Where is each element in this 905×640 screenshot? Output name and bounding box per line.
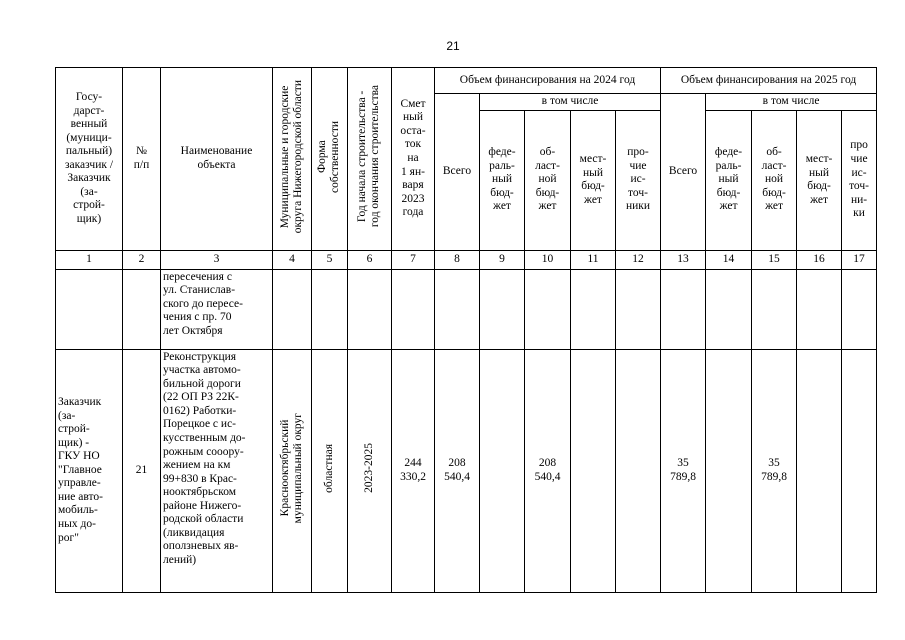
cell-other-2025 [842, 349, 877, 592]
table-row-21 [56, 349, 877, 592]
cell-total-2025: 35 789,8 [661, 349, 706, 592]
cell-empty [312, 269, 348, 349]
col-num-7: 7 [392, 250, 435, 269]
header-regional-2025: об- ласт- ной бюд- жет [752, 110, 797, 250]
header-federal-2024: феде- раль- ный бюд- жет [480, 110, 525, 250]
header-regional-2024: об- ласт- ной бюд- жет [525, 110, 571, 250]
cell-empty [348, 269, 392, 349]
cell-years: 2023-2025 [348, 349, 392, 592]
cell-empty [273, 269, 312, 349]
table-row-continuation [56, 269, 877, 349]
header-total-2024: Всего [435, 94, 480, 251]
header-total-2025: Всего [661, 94, 706, 251]
cell-object-name: Реконструкция участка автомо- бильной дороги (22 ОП РЗ 22К- 0162) Работки- Порецкое с ис- кусственным до- рожным сооору- жением на км 99+830 в Крас- нооктябрьском районе Нижего- родской области (ликвидация оползневых яв- лений) [161, 349, 273, 592]
col-num-14: 14 [706, 250, 752, 269]
col-num-12: 12 [616, 250, 661, 269]
header-other-2025: про чие ис- точ- ни- ки [842, 110, 877, 250]
header-other-2024: про- чие ис- точ- ники [616, 110, 661, 250]
cell-empty [616, 269, 661, 349]
cell-empty [706, 269, 752, 349]
col-num-4: 4 [273, 250, 312, 269]
cell-empty [480, 269, 525, 349]
col-num-9: 9 [480, 250, 525, 269]
header-row-1 [56, 68, 877, 94]
column-number-row [56, 250, 877, 269]
col-num-2: 2 [123, 250, 161, 269]
header-years: Год начала строительства - год окончания строительства [348, 68, 392, 251]
header-name: Наименование объекта [161, 68, 273, 251]
header-customer: Госу- дарст- венный (муници- пальный) заказчик / Заказчик (за- строй- щик) [56, 68, 123, 251]
cell-total-2024: 208 540,4 [435, 349, 480, 592]
cell-empty [752, 269, 797, 349]
header-local-2025: мест- ный бюд- жет [797, 110, 842, 250]
header-fin-2024: Объем финансирования на 2024 год [435, 68, 661, 94]
cell-empty [56, 269, 123, 349]
header-federal-2025: феде- раль- ный бюд- жет [706, 110, 752, 250]
cell-customer: Заказчик (за- строй- щик) - ГКУ НО "Главное управле- ние авто- мобиль- ных до- рог" [56, 349, 123, 592]
cell-empty [661, 269, 706, 349]
cell-municipal: Краснооктябрьский муниципальный округ [273, 349, 312, 592]
cell-estimate: 244 330,2 [392, 349, 435, 592]
cell-empty [123, 269, 161, 349]
header-including-2024: в том числе [480, 94, 661, 111]
cell-federal-2025 [706, 349, 752, 592]
header-fin-2025: Объем финансирования на 2025 год [661, 68, 877, 94]
cell-empty [392, 269, 435, 349]
header-estimate: Смет ный оста- ток на 1 ян- варя 2023 года [392, 68, 435, 251]
page-number: 21 [446, 39, 460, 53]
col-num-3: 3 [161, 250, 273, 269]
cell-empty [571, 269, 616, 349]
cell-empty [842, 269, 877, 349]
header-local-2024: мест- ный бюд- жет [571, 110, 616, 250]
cell-other-2024 [616, 349, 661, 592]
header-municipal: Муниципальные и городские округа Нижегородской области [273, 68, 312, 251]
col-num-1: 1 [56, 250, 123, 269]
col-num-11: 11 [571, 250, 616, 269]
col-num-16: 16 [797, 250, 842, 269]
cell-regional-2025: 35 789,8 [752, 349, 797, 592]
header-including-2025: в том числе [706, 94, 877, 111]
cell-local-2025 [797, 349, 842, 592]
header-ownership: Форма собственности [312, 68, 348, 251]
cell-local-2024 [571, 349, 616, 592]
cell-federal-2024 [480, 349, 525, 592]
col-num-15: 15 [752, 250, 797, 269]
cell-num: 21 [123, 349, 161, 592]
col-num-10: 10 [525, 250, 571, 269]
cell-empty [525, 269, 571, 349]
col-num-5: 5 [312, 250, 348, 269]
cell-object-name: пересечения с ул. Станислав- ского до пересе- чения с пр. 70 лет Октября [161, 269, 273, 349]
col-num-8: 8 [435, 250, 480, 269]
financing-table [55, 67, 877, 593]
cell-regional-2024: 208 540,4 [525, 349, 571, 592]
col-num-13: 13 [661, 250, 706, 269]
cell-empty [797, 269, 842, 349]
header-num: № п/п [123, 68, 161, 251]
col-num-6: 6 [348, 250, 392, 269]
cell-empty [435, 269, 480, 349]
col-num-17: 17 [842, 250, 877, 269]
cell-ownership: областная [312, 349, 348, 592]
